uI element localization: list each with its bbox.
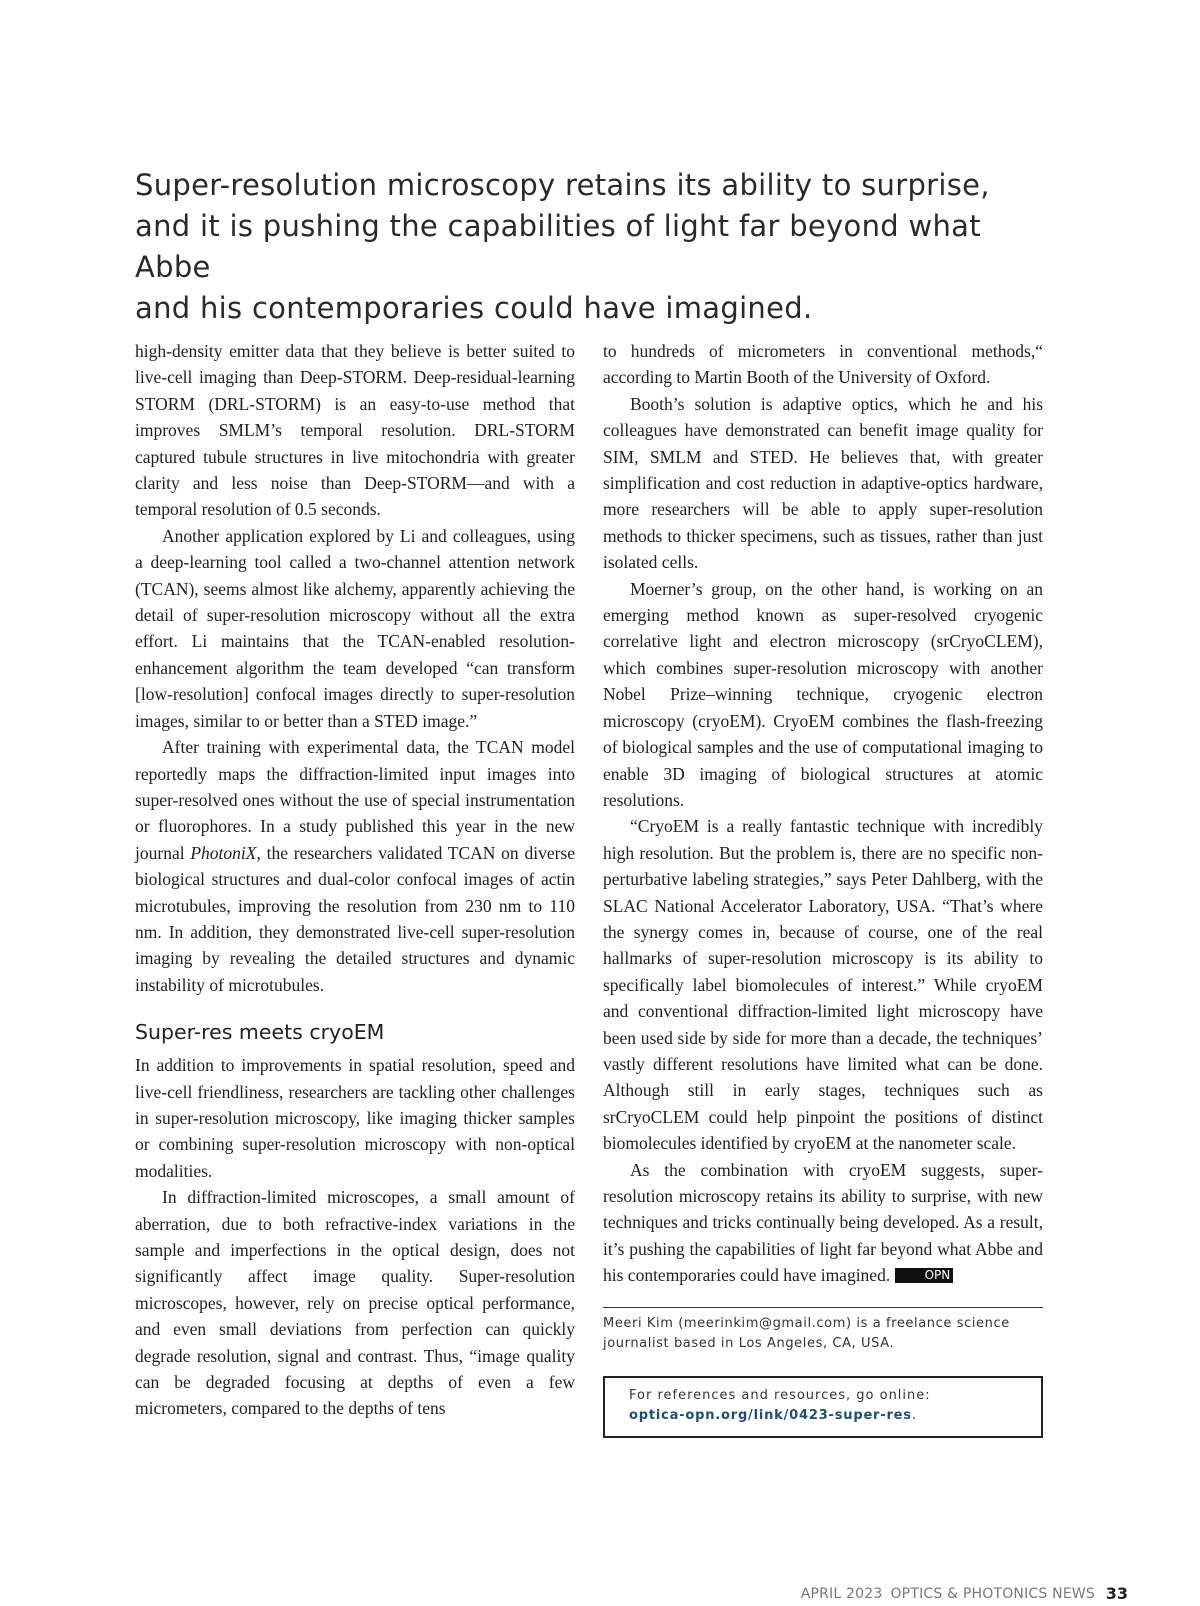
author-bio: Meeri Kim (meerinkim@gmail.com) is a freelance science journalist based in Los Angeles, CA, USA.	[603, 1307, 1043, 1354]
references-box	[603, 1376, 1043, 1438]
opn-end-mark-icon: OPN	[895, 1268, 954, 1283]
paragraph: to hundreds of micrometers in conventional methods,“ according to Martin Booth of the University of Oxford.	[603, 341, 1043, 388]
section-heading: Super-res meets cryoEM	[135, 1020, 385, 1045]
paragraph: In diffraction-limited microscopes, a small amount of aberration, due to both refractive-index variations in the sample and imperfections in the optical design, does not significantly affect image quality. Super-resolution microscopes, however, rely on precise optical performance, and even small deviations from perfection can quickly degrade resolution, signal and contrast. Thus, “image quality can be degraded focusing at depths of even a few micrometers, compared to the depths of tens	[135, 1187, 575, 1419]
paragraph-text: After training with experimental data, the TCAN model reportedly maps the diffraction-limited input images into super-resolved ones without the use of special instrumentation or fluorophores. In a study published this year in the new journal	[135, 737, 575, 863]
paragraph-text: , the researchers validated TCAN on diverse biological structures and dual-color confocal images of actin microtubules, improving the resolution from 230 nm to 110 nm. In addition, they demonstrated live-cell super-resolution imaging by revealing the detailed structures and dynamic instability of microtubules.	[135, 842, 575, 995]
left-column	[135, 338, 575, 1422]
footer-publication: OPTICS & PHOTONICS NEWS	[890, 1586, 1095, 1602]
references-link[interactable]: optica-opn.org/link/0423-super-res	[629, 1407, 912, 1423]
paragraph	[135, 734, 575, 998]
page-number: 33	[1105, 1584, 1128, 1603]
pull-quote	[135, 165, 1065, 329]
journal-name: PhotoniX	[190, 842, 257, 863]
paragraph: In addition to improvements in spatial resolution, speed and live-cell friendliness, researchers are tackling other challenges in super-resolution microscopy, like imaging thicker samples or combining super-resolution microscopy with non-optical modalities.	[135, 1055, 575, 1181]
footer-date: APRIL 2023	[800, 1586, 883, 1602]
paragraph: “CryoEM is a really fantastic technique with incredibly high resolution. But the problem is, there are no specific non-perturbative labeling strategies,” says Peter Dahlberg, with the SLAC National Accelerator Laboratory, USA. “That’s where the synergy comes in, because of course, one of the real hallmarks of super-resolution microscopy is its ability to specifically label biomolecules of interest.” While cryoEM and conventional diffraction-limited light microscopy have been used side by side for more than a decade, the techniques’ vastly different resolutions have limited what can be done. Although still in early stages, techniques such as srCryoCLEM could help pinpoint the positions of distinct biomolecules identified by cryoEM at the nanometer scale.	[603, 816, 1043, 1154]
pull-quote-line: and it is pushing the capabilities of light far beyond what Abbe	[135, 209, 981, 284]
references-label: For references and resources, go online:	[629, 1387, 931, 1403]
page-footer	[801, 1586, 1095, 1602]
paragraph: Booth’s solution is adaptive optics, which he and his colleagues have demonstrated can benefit image quality for SIM, SMLM and STED. He believes that, with greater simplification and cost reduction in adaptive-optics hardware, more researchers will be able to apply super-resolution methods to thicker specimens, such as tissues, rather than just isolated cells.	[603, 393, 1043, 573]
paragraph: high-density emitter data that they believe is better suited to live-cell imaging than Deep-STORM. Deep-residual-learning STORM (DRL-STORM) is an easy-to-use method that improves SMLM’s temporal resolution. DRL-STORM captured tubule structures in live mitochondria with greater clarity and less noise than Deep-STORM—and with a temporal resolution of 0.5 seconds.	[135, 341, 575, 520]
paragraph: Moerner’s group, on the other hand, is working on an emerging method known as super-resolved cryogenic correlative light and electron microscopy (srCryoCLEM), which combines super-resolution microscopy with another Nobel Prize–winning technique, cryogenic electron microscopy (cryoEM). CryoEM combines the flash-freezing of biological samples and the use of computational imaging to enable 3D imaging of biological structures at atomic resolutions.	[603, 578, 1043, 810]
pull-quote-line: and his contemporaries could have imagined.	[135, 291, 813, 325]
paragraph-text: As the combination with cryoEM suggests, super-resolution microscopy retains its ability to surprise, with new techniques and tricks continually being developed. As a result, it’s pushing the capabilities of light far beyond what Abbe and his contemporaries could have imagined.	[603, 1159, 1043, 1286]
references-period: .	[911, 1407, 917, 1423]
references-line	[629, 1406, 1041, 1426]
paragraph	[603, 1157, 1043, 1289]
right-column	[603, 338, 1043, 1438]
pull-quote-line: Super-resolution microscopy retains its ability to surprise,	[135, 168, 990, 202]
paragraph: Another application explored by Li and colleagues, using a deep-learning tool called a two-channel attention network (TCAN), seems almost like alchemy, apparently achieving the detail of super-resolution microscopy without all the extra effort. Li maintains that the TCAN-enabled resolution-enhancement algorithm the team developed “can transform [low-resolution] confocal images directly to super-resolution images, similar to or better than a STED image.”	[135, 525, 575, 731]
